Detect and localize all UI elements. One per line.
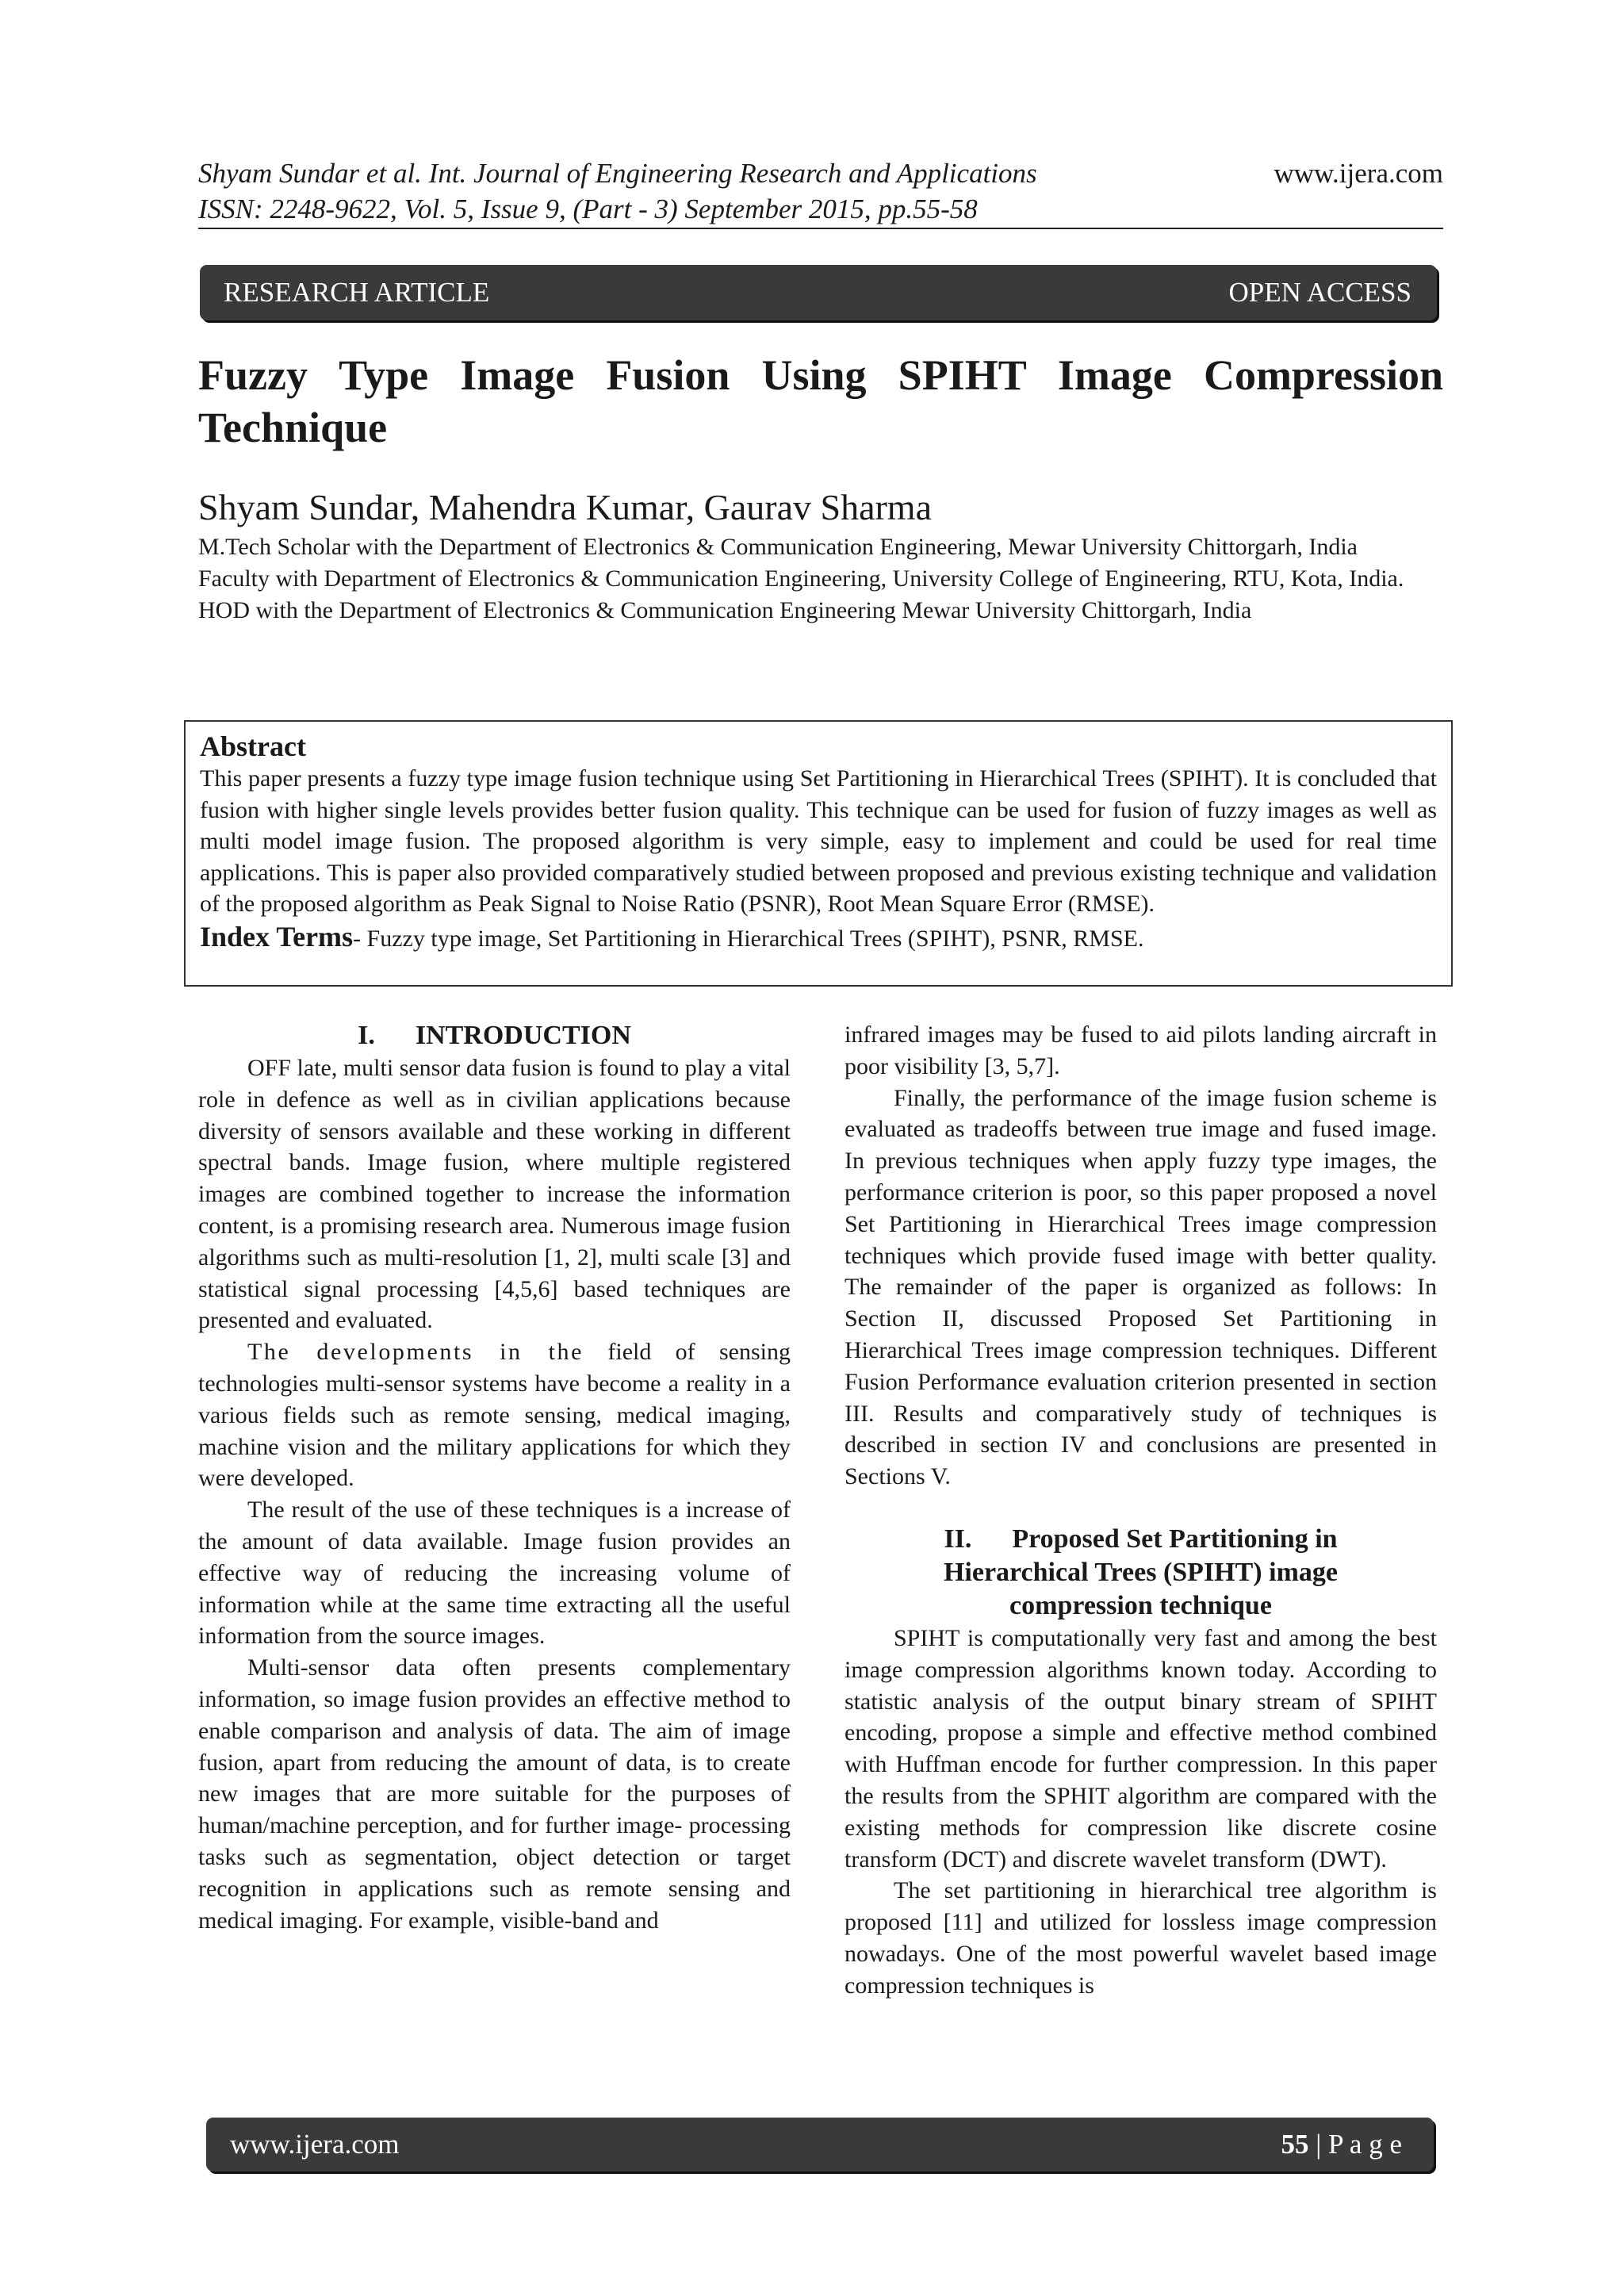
affiliation-1: M.Tech Scholar with the Department of Electronics & Communication Engineering, Mewar University Chittorgarh, India: [198, 534, 1358, 560]
right-column: [845, 1019, 1437, 2002]
issn-line: ISSN: 2248-9622, Vol. 5, Issue 9, (Part - 3) September 2015, pp.55-58: [198, 194, 978, 224]
intro-paragraph-2-rest: field of sensing technologies multi-sensor systems have become a reality in a various fields such as remote sensing, medical imaging, machine vision and the military applications for which they were developed.: [198, 1339, 791, 1492]
section-2-heading-line-2: Hierarchical Trees (SPIHT) image: [943, 1557, 1338, 1587]
article-type: RESEARCH ARTICLE: [224, 277, 490, 308]
intro-paragraph-finally: Finally, the performance of the image fusion scheme is evaluated as tradeoffs between true image and fused image. In previous techniques when apply fuzzy type images, the performance criterion is poor, so this paper proposed a novel Set Partitioning in Hierarchical Trees image compression techniques which provide fused image with better quality. The remainder of the paper is organized as follows: In Section II, discussed Proposed Set Partitioning in Hierarchical Trees image compression techniques. Different Fusion Performance evaluation criterion presented in section III. Results and comparatively study of techniques is described in section IV and conclusions are presented in Sections V.: [845, 1084, 1437, 1490]
running-header: [198, 155, 1443, 227]
intro-continuation: infrared images may be fused to aid pilots landing aircraft in poor visibility [3, 5,7].: [845, 1022, 1437, 1079]
footer-website: www.ijera.com: [230, 2129, 400, 2160]
intro-paragraph-1: OFF late, multi sensor data fusion is found to play a vital role in defence as well as in civilian applications because diversity of sensors available and these working in different spectral bands. Image fusion, where multiple registered images are combined together to increase the information content, is a promising research area. Numerous image fusion algorithms such as multi-resolution [1, 2], multi scale [3] and statistical signal processing [4,5,6] based techniques are presented and evaluated.: [198, 1055, 791, 1334]
open-access-label: OPEN ACCESS: [1228, 277, 1411, 308]
page-footer: [206, 2118, 1434, 2171]
left-column: [198, 1019, 791, 1936]
author-list: Shyam Sundar, Mahendra Kumar, Gaurav Sharma: [198, 487, 933, 527]
page-number-label: [1281, 2129, 1403, 2160]
index-terms-label: Index Terms: [200, 920, 354, 953]
page-suffix: | P a g e: [1308, 2129, 1402, 2160]
intro-paragraph-4: Multi-sensor data often presents complementary information, so image fusion provides an effective method to enable comparison and analysis of data. The aim of image fusion, apart from reducing the amount of data, is to create new images that are more suitable for the purposes of human/machine perception, and for further image- processing tasks such as segmentation, object detection or target recognition in applications such as remote sensing and medical imaging. For example, visible-band and: [198, 1654, 791, 1934]
journal-line: Shyam Sundar et al. Int. Journal of Engineering Research and Applications: [198, 158, 1037, 189]
abstract-text: This paper presents a fuzzy type image fusion technique using Set Partitioning in Hierarchical Trees (SPIHT). It is concluded that fusion with higher single levels provides better fusion quality. This technique can be used for fusion of fuzzy images as well as multi model image fusion. The proposed algorithm is very simple, easy to implement and could be used for real time applications. This is paper also provided comparatively studied between proposed and previous existing technique and validation of the proposed algorithm as Peak Signal to Noise Ratio (PSNR), Root Mean Square Error (RMSE).: [200, 765, 1437, 917]
section-2-heading-line-1: II. Proposed Set Partitioning in: [944, 1524, 1338, 1554]
affiliations: [198, 531, 1443, 627]
index-terms: [200, 920, 1437, 956]
page-number: 55: [1281, 2129, 1309, 2160]
article-banner: [200, 265, 1437, 320]
header-rule: [198, 228, 1443, 229]
affiliation-3: HOD with the Department of Electronics & Communication Engineering Mewar University Chittorgarh, India: [198, 597, 1252, 623]
affiliation-2: Faculty with Department of Electronics & Communication Engineering, University College of Engineering, RTU, Kota, India.: [198, 565, 1404, 592]
section-1-heading: I. INTRODUCTION: [358, 1021, 631, 1050]
header-website: www.ijera.com: [1274, 158, 1443, 189]
intro-paragraph-2-lead: The developments in the: [247, 1339, 584, 1366]
section-2-heading-line-3: compression technique: [1009, 1590, 1272, 1620]
abstract-heading: Abstract: [200, 730, 306, 762]
index-terms-text: - Fuzzy type image, Set Partitioning in Hierarchical Trees (SPIHT), PSNR, RMSE.: [353, 925, 1144, 952]
intro-paragraph-2: [198, 1336, 791, 1494]
abstract-box: [184, 720, 1453, 987]
spiht-paragraph-2: The set partitioning in hierarchical tree algorithm is proposed [11] and utilized for lossless image compression nowadays. One of the most powerful wavelet based image compression techniques is: [845, 1877, 1437, 1999]
intro-paragraph-3: The result of the use of these techniques is a increase of the amount of data available. Image fusion provides an effective way of reducing the increasing volume of information while at the same time extracting all the useful information from the source images.: [198, 1497, 791, 1650]
paper-title: Fuzzy Type Image Fusion Using SPIHT Image Compression Technique: [198, 351, 1443, 451]
spiht-paragraph-1: SPIHT is computationally very fast and among the best image compression algorithms known today. According to statistic analysis of the output binary stream of SPIHT encoding, propose a simple and effective method combined with Huffman encode for further compression. In this paper the results from the SPHIT algorithm are compared with the existing methods for compression like discrete cosine transform (DCT) and discrete wavelet transform (DWT).: [845, 1624, 1437, 1872]
